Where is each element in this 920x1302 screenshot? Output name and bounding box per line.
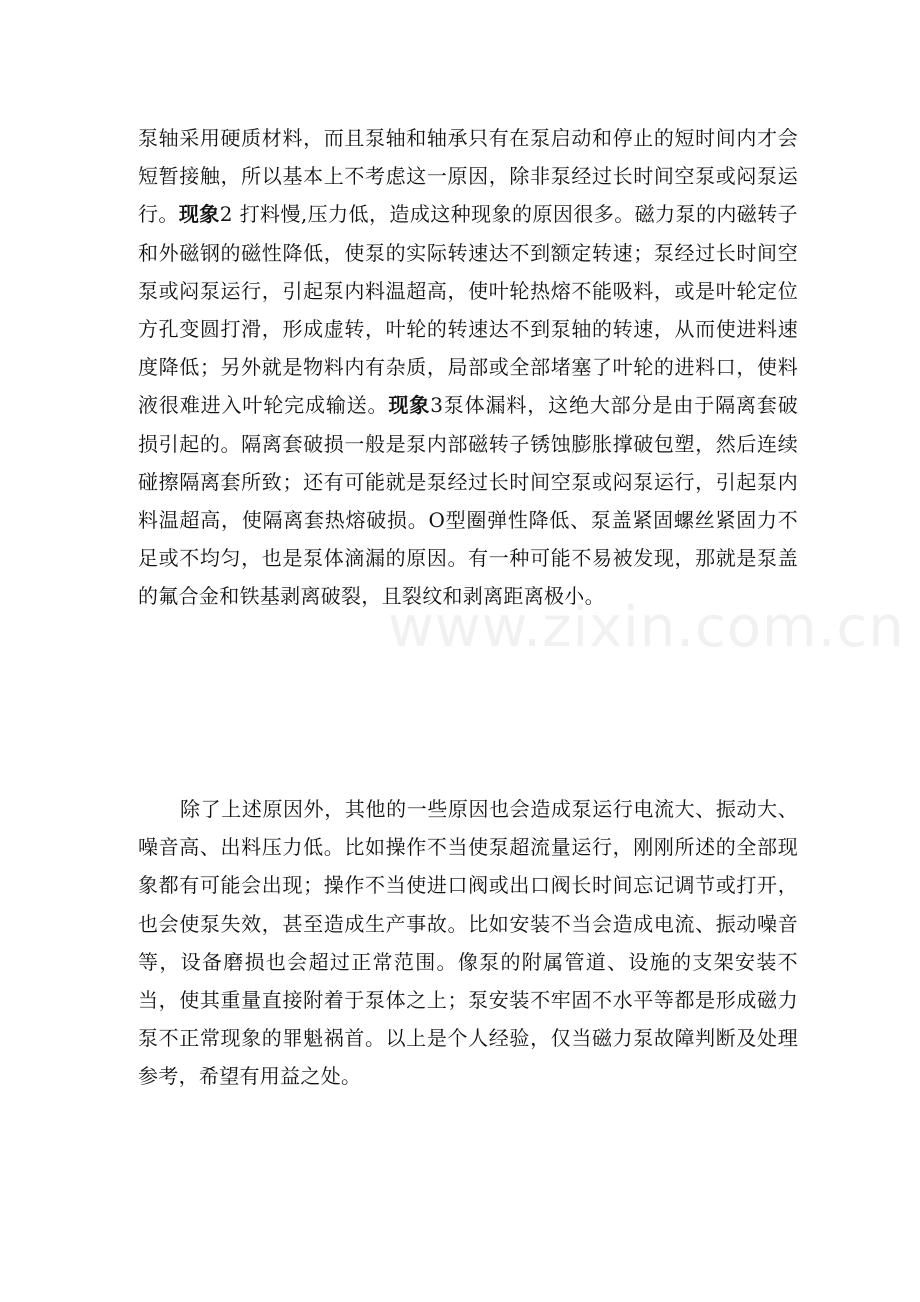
phenomenon-3-text: 泵体漏料，这绝大部分是由于隔离套破损引起的。隔离套破损一般是泵内部磁转子锈蚀膨胀撑破包塑，然后连续碰擦隔离套所致；还有可能就是泵经过长时间空泵或闷泵运行，引起泵内料温超高，使隔离套热熔破损。O型圈弹性降低、泵盖紧固螺丝紧固力不足或不均匀，也是泵体滴漏的原因。有一种可能不易被发现，那就是泵盖的氟合金和铁基剥离破裂，且裂纹和剥离距离极小。 xyxy=(138,393,798,609)
paragraph-1 xyxy=(138,119,798,616)
heading-phenomenon-3-number: 3 xyxy=(430,393,444,418)
heading-phenomenon-2-label: 现象 xyxy=(178,202,220,227)
heading-phenomenon-2-number: 2 xyxy=(219,202,233,227)
paragraph-2: 除了上述原因外，其他的一些原因也会造成泵运行电流大、振动大、噪音高、出料压力低。比如操作不当使泵超流量运行，刚刚所述的全部现象都有可能会出现；操作不当使进口阀或出口阀长时间忘记调节或打开，也会使泵失效，甚至造成生产事故。比如安装不当会造成电流、振动噪音等，设备磨损也会超过正常范围。像泵的附属管道、设施的支架安装不当，使其重量直接附着于泵体之上；泵安装不牢固不水平等都是形成磁力泵不正常现象的罪魁祸首。以上是个人经验，仅当磁力泵故障判断及处理参考，希望有用益之处。 xyxy=(138,797,798,1089)
watermark: www.zixin.com.cn xyxy=(388,595,905,660)
phenomenon-2-text: 打料慢,压力低，造成这种现象的原因很多。磁力泵的内磁转子和外磁钢的磁性降低，使泵的实际转速达不到额定转速；泵经过长时间空泵或闷泵运行，引起泵内料温超高，使叶轮热熔不能吸料，或是叶轮定位方孔变圆打滑，形成虚转，叶轮的转速达不到泵轴的转速，从而使进料速度降低；另外就是物料内有杂质，局部或全部堵塞了叶轮的进料口，使料液很难进入叶轮完成输送。 xyxy=(138,202,798,418)
heading-phenomenon-3-label: 现象 xyxy=(388,393,431,418)
paragraph-1-intro: 泵轴采用硬质材料，而且泵轴和轴承只有在泵启动和停止的短时间内才会短暂接触，所以基本上不考虑这一原因，除非泵经过长时间空泵或闷泵运行。 xyxy=(138,126,798,227)
